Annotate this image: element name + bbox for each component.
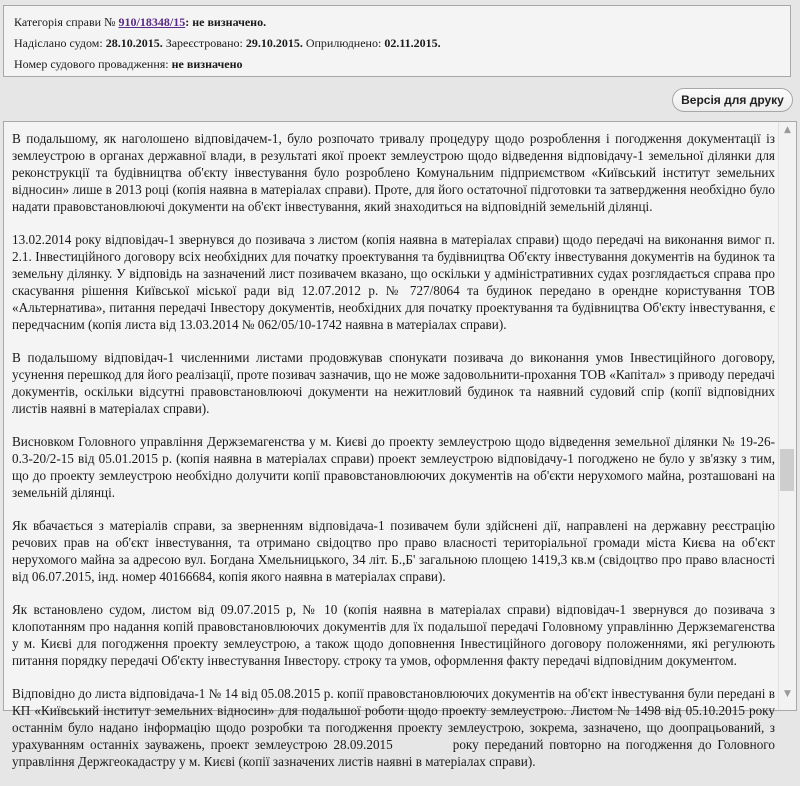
case-info-panel	[3, 5, 791, 77]
category-value: : не визначено.	[185, 15, 267, 29]
document-paragraph: В подальшому, як наголошено відповідачем-1, було розпочато тривалу процедуру щодо розроблення і погодження документації із землеустрою в органах державної влади, в результаті якої проект землеустрою щодо відведення відповідачу-1 земельної ділянки для реконструкції та будівництва об'єкту інвестування було розроблено Комунальним підприємством «Київський інститут земельних відносин» лише в 2013 році (копія наявна в матеріалах справи). Проте, для його остаточної підготовки та затвердження необхідно було надати правовстановлюючі документи на об'єкт інвестування, який знаходиться на відповідній земельній ділянці.	[12, 131, 775, 214]
published-date: 02.11.2015.	[384, 36, 441, 50]
document-body	[12, 130, 775, 786]
chevron-up-icon[interactable]: ▲	[784, 125, 791, 135]
document-paragraph: Як встановлено судом, листом від 09.07.2015 р, № 10 (копія наявна в матеріалах справи) відповідач-1 звернувся до позивача з клопотанням про надання копій правовстановлюючих документів для їх подальшої передачі Головному управлінню Держземагенства у м. Києві для погодження проекту землеустрою, а також щодо доповнення Інвестиційного договору положеннями, які регулюють питання порядку передачі Об'єкту інвестування Інвестору. строку та умов, оформлення факту передачі відповідним документом.	[12, 602, 775, 668]
document-paragraph: Як вбачається з матеріалів справи, за зверненням відповідача-1 позивачем були здійснені дії, направлені на державну реєстрацію речових прав на об'єкт інвестування, та отримано свідоцтво про право власності територіальної громади міста Києва на об'єкт нерухомого майна за адресою вул. Богдана Хмельницького, 34 літ. Б.,Б' загальною площею 1419,3 кв.м (свідоцтво про право власності від 06.07.2015, інд. номер 40166684, копія якого наявна в матеріалах справи).	[12, 518, 775, 584]
document-text-panel[interactable]	[3, 121, 797, 769]
proceeding-label: Номер судового провадження:	[14, 57, 169, 71]
scrollbar-thumb[interactable]	[780, 449, 794, 491]
print-version-button[interactable]: Версія для друку	[672, 88, 793, 112]
chevron-down-icon[interactable]: ▼	[784, 689, 791, 699]
last-paragraph-part1: Відповідно до листа відповідача-1 № 14 від 05.08.2015 р. копії правовстановлюючих документів на об'єкт інвестування були передані в КП «Київський інститут земельних відносин» для подальшої роботи щодо проекту землеустрою. Листом № 1498 від 05.10.2015 року останнім було надано інформацію щодо розробки та погодження проекту землеустрою, зокрема, зазначено, що доопрацьований, з урахуванням останніх зауважень, проект землеустрою 28.09.2015	[12, 686, 775, 752]
sent-label: Надіслано судом:	[14, 36, 103, 50]
vertical-scrollbar[interactable]	[778, 122, 796, 710]
registered-label: Зареєстровано:	[165, 36, 243, 50]
proceeding-value: не визначено	[171, 57, 243, 71]
document-paragraph: 13.02.2014 року відповідач-1 звернувся до позивача з листом (копія наявна в матеріалах справи) щодо передачі на виконання вимог п. 2.1. Інвестиційного договору всіх необхідних для початку проектування та будівництва Об'єкту інвестування документів на будинок та земельну ділянку. У відповідь на зазначений лист позивачем вказано, що оскільки у адміністративних судах розглядається справа про скасування рішення Київської міської ради від 12.07.2012 р. № 727/8064 та будинок передано в орендне користування ТОВ «Альтернатива», питання передачі Інвестору документів, необхідних для початку проектування та будівництва Об'єкту інвестування, є передчасним (копія листа від 13.03.2014 № 062/05/10-1742 наявна в матеріалах справи).	[12, 232, 775, 332]
proceeding-line	[14, 54, 790, 75]
document-paragraph: В подальшому відповідач-1 численними листами продовжував спонукати позивача до виконання умов Інвестиційного договору, усунення перешкод для його реалізації, проте позивач зазначив, що не може задовольнити-прохання ТОВ «Капітал» з приводу передачі документів, оскільки відсутні правовстановлюючі документи на нежитловий будинок та наявний судовий спір (копії відповідних листів наявні в матеріалах справи).	[12, 350, 775, 416]
document-paragraph-last	[12, 685, 775, 770]
case-number-link[interactable]: 910/18348/15	[118, 15, 186, 29]
case-category-line	[14, 12, 790, 33]
category-label: Категорія справи №	[14, 15, 116, 29]
document-paragraph: Висновком Головного управління Держземагенства у м. Києві до проекту землеустрою щодо відведення земельної ділянки № 19-26-0.3-20/2-15 від 05.01.2015 р. (копія наявна в матеріалах справи) проект землеустрою відповідачу-1 погоджено не було у зв'язку з тим, що до проекту землеустрою необхідно долучити копії правовстановлюючих документів на об'єкти нерухомого майна, розташовані на земельній ділянці.	[12, 434, 775, 500]
sent-date: 28.10.2015.	[105, 36, 163, 50]
case-dates-line	[14, 33, 790, 54]
published-label: Оприлюднено:	[305, 36, 382, 50]
last-paragraph-part2: року переданий повторно на погодження до Головного управління Держгеокадастру у м. Києві (копії зазначених листів наявні в матеріалах справи).	[12, 737, 775, 769]
registered-date: 29.10.2015.	[245, 36, 303, 50]
